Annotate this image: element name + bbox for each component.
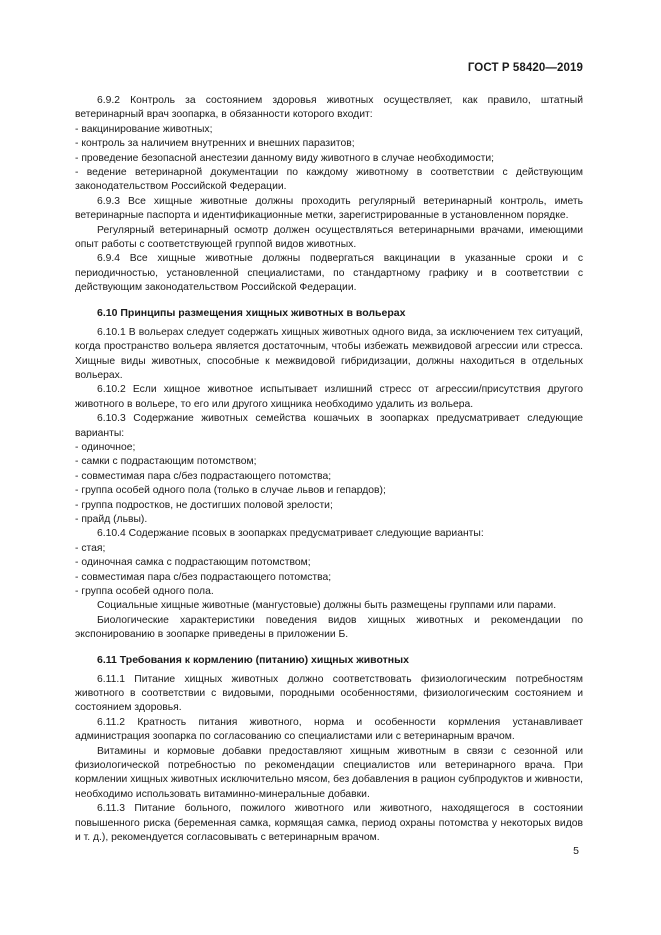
page-number: 5 — [573, 845, 579, 857]
list-item: - совместимая пара с/без подрастающего потомства; — [75, 470, 332, 482]
paragraph: Биологические характеристики поведения видов хищных животных и рекомендации по экспонированию в зоопарке приведены в приложении Б. — [75, 614, 583, 641]
paragraph-6-10-2: 6.10.2 Если хищное животное испытывает излишний стресс от агрессии/присутствия другого животного в вольере, то его или другого хищника необходимо удалить из вольера. — [75, 384, 583, 410]
list-item: - самки с подрастающим потомством; — [75, 456, 257, 468]
document-body — [75, 94, 583, 846]
list-item: - контроль за наличием внутренних и внешних паразитов; — [75, 138, 355, 150]
paragraph-6-11-2: 6.11.2 Кратность питания животного, норма и особенности кормления устанавливает администрация зоопарка по согласованию со специалистами или с ветеринарным врачом. — [75, 716, 583, 743]
list-item: - одиночное; — [75, 441, 136, 453]
list-item: - группа особей одного пола (только в случае львов и гепардов); — [75, 485, 386, 497]
list-item: - совместимая пара с/без подрастающего потомства; — [75, 571, 332, 583]
section-heading-6-10: 6.10 Принципы размещения хищных животных в вольерах — [97, 306, 406, 319]
paragraph: Витамины и кормовые добавки предоставляют хищным животным в связи с сезонной или физиологической потребностью по рекомендации специалистов или ветеринарного врача. При кормлении хищных животных исключительно мясом, без добавления в рацион субпродуктов и живности, необходимо использовать витаминно-минеральные добавки. — [75, 745, 583, 800]
list-item: - проведение безопасной анестезии данному виду животного в случае необходимости; — [75, 152, 495, 164]
paragraph: Регулярный ветеринарный осмотр должен осуществляться ветеринарными врачами, имеющими опыт работы с соответствующей группой видов животных. — [75, 224, 583, 251]
paragraph-6-9-2: 6.9.2 Контроль за состоянием здоровья животных осуществляет, как правило, штатный ветеринарный врач зоопарка, в обязанности которого входит: — [75, 95, 583, 121]
paragraph-6-11-3: 6.11.3 Питание больного, пожилого животного или животного, находящегося в состоянии повышенного риска (беременная самка, кормящая самка, период охраны потомства у некоторых видов и т. д.), рекомендуется согласовывать с ветеринарным врачом. — [75, 803, 583, 844]
paragraph-6-10-3: 6.10.3 Содержание животных семейства кошачьих в зоопарках предусматривает следующие варианты: — [75, 413, 583, 439]
section-heading-6-11: 6.11 Требования к кормлению (питанию) хищных животных — [97, 653, 409, 666]
list-item: - стая; — [75, 542, 106, 554]
paragraph-6-9-4: 6.9.4 Все хищные животные должны подвергаться вакцинации в указанные сроки и с периодичностью, установленной специалистами, по стандартному графику и в соответствии с действующим законодательством Российской Федерации. — [75, 253, 583, 294]
list-item: - прайд (львы). — [75, 513, 148, 525]
list-item: - группа особей одного пола. — [75, 586, 214, 597]
paragraph: Социальные хищные животные (мангустовые) должны быть размещены группами или парами. — [97, 600, 557, 612]
list-item: - группа подростков, не достигших половой зрелости; — [75, 499, 333, 511]
paragraph-6-11-1: 6.11.1 Питание хищных животных должно соответствовать физиологическим потребностям животного в соответствии с видовыми, породными особенностями, физиологическим состоянием и состоянием здоровья. — [75, 673, 583, 714]
list-item: - ведение ветеринарной документации по каждому животному в соответствии с действующим законодательством Российской Федерации. — [75, 167, 583, 193]
list-item: - вакцинирование животных; — [75, 123, 213, 135]
paragraph-6-10-1: 6.10.1 В вольерах следует содержать хищных животных одного вида, за исключением тех ситуаций, когда пространство вольера является достаточным, чтобы избежать межвидовой агрессии или стресса. Хищные виды животных, способные к межвидовой гибридизации, должны находиться в отдельных вольерах. — [75, 326, 583, 381]
paragraph-6-9-3: 6.9.3 Все хищные животные должны проходить регулярный ветеринарный контроль, иметь ветеринарные паспорта и идентификационные метки, зарегистрированные в установленном порядке. — [75, 195, 583, 222]
paragraph-6-10-4: 6.10.4 Содержание псовых в зоопарках предусматривает следующие варианты: — [97, 528, 484, 540]
document-header-standard: ГОСТ Р 58420—2019 — [467, 62, 583, 74]
list-item: - одиночная самка с подрастающим потомством; — [75, 557, 311, 569]
